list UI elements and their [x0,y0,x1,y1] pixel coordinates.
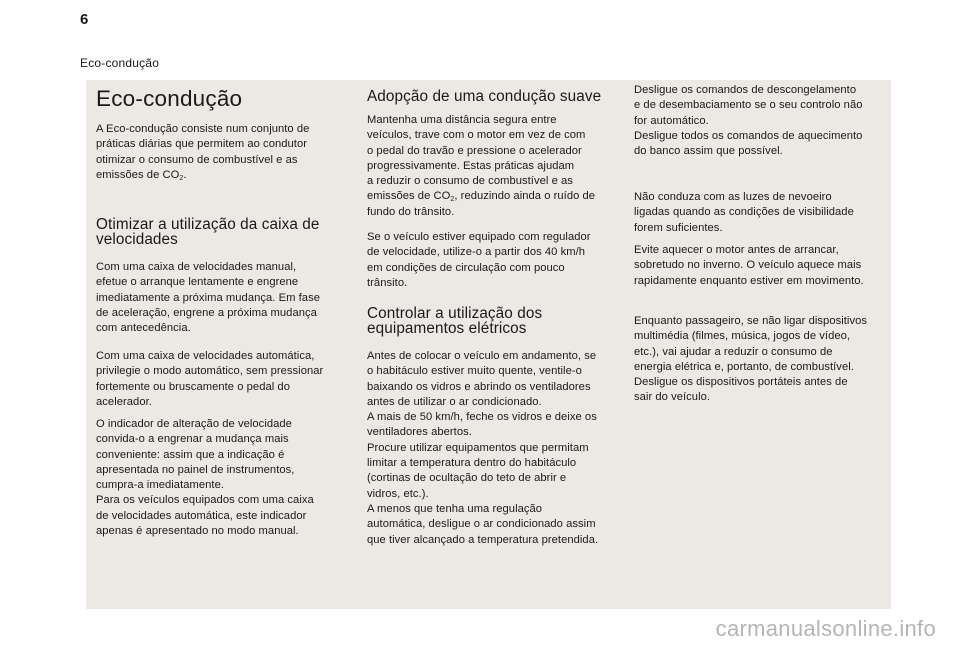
smooth-co2-subscript: 2 [450,196,455,204]
intro-paragraph [96,122,346,183]
equipment-line: vidros, etc.). [367,487,429,500]
smooth-line: progressivamente. Estas práticas ajudam [367,159,575,172]
defrost-line: Desligue os comandos de descongelamento [634,84,857,96]
gear-indicator-line: O indicador de alteração de velocidade [96,418,292,430]
equipment-line: antes de utilizar o ar condicionado. [367,395,542,408]
smooth-driving-heading: Adopção de uma condução suave [367,88,602,105]
cruise-line: em condições de circulação com pouco [367,261,565,274]
gear-indicator-line: conveniente: assim que a indicação é [96,448,285,461]
equipment-line: ventiladores abertos. [367,426,472,439]
gearbox-manual-line: de aceleração, engrene a próxima mudança [96,306,317,319]
intro-line-co2 [96,168,346,183]
smooth-line: veículos, trave com o motor em vez de com [367,129,586,142]
fog-line: ligadas quando as condições de visibilidade [634,206,854,219]
defrost-line: do banco assim que possível. [634,145,783,158]
page-title: Eco-condução [96,86,243,111]
multimedia-line: sair do veículo. [634,391,711,404]
equipment-line: limitar a temperatura dentro do habitáculo [367,457,577,470]
equipment-line: A menos que tenha uma regulação [367,502,543,515]
cruise-line: trânsito. [367,276,408,289]
equipment-line: baixando os vidros e abrindo os ventiladores [367,380,591,393]
gearbox-manual-line: com antecedência. [96,322,191,335]
gear-indicator-line: apresentada no painel de instrumentos, [96,463,295,476]
electrical-equipment-heading [367,306,542,336]
warmup-line: sobretudo no inverno. O veículo aquece mais [634,259,862,272]
multimedia-line: multimédia (filmes, música, jogos de vídeo, [634,330,851,343]
gear-indicator-paragraph [96,417,314,539]
smooth-co2-text: emissões de CO [367,190,451,203]
defrost-paragraph [634,83,862,159]
fog-line: forem suficientes. [634,221,723,234]
gearbox-auto-line: privilegie o modo automático, sem pressionar [96,365,324,378]
equipment-heading-line: Controlar a utilização dos [367,305,543,322]
gear-indicator-line: convida-o a engrenar a mudança mais [96,433,289,446]
multimedia-line: energia elétrica e, portanto, de combustível. [634,360,854,373]
equipment-line: (cortinas de ocultação do teto de abrir e [367,472,567,485]
gearbox-manual-paragraph [96,260,320,336]
gearbox-heading-line: velocidades [96,231,178,248]
equipment-line: Antes de colocar o veículo em andamento, se [367,350,597,362]
defrost-line: Desligue todos os comandos de aquecimento [634,129,863,142]
smooth-line: o pedal do travão e pressione o acelerador [367,144,582,157]
gearbox-manual-line: Com uma caixa de velocidades manual, [96,261,297,273]
multimedia-paragraph [634,314,867,406]
gearbox-heading-line: Otimizar a utilização da caixa de [96,216,320,233]
intro-line: A Eco-condução consiste num conjunto de [96,123,310,135]
fog-lights-paragraph [634,190,854,236]
equipment-line: Procure utilizar equipamentos que permitam [367,441,589,454]
gearbox-auto-line: fortemente ou bruscamente o pedal do [96,380,290,393]
smooth-line: fundo do trânsito. [367,205,455,218]
gearbox-auto-line: Com uma caixa de velocidades automática, [96,350,315,362]
multimedia-line: etc.), vai ajudar a reduzir o consumo de [634,345,833,358]
smooth-driving-paragraph-2 [367,230,591,291]
intro-co2-subscript: 2 [179,174,184,182]
watermark: carmanualsonline.info [715,616,936,641]
gearbox-manual-line: imediatamente a próxima mudança. Em fase [96,291,320,304]
content-panel [86,80,891,609]
smooth-driving-paragraph-1 [367,113,595,220]
intro-line: práticas diárias que permitem ao condutor [96,138,307,151]
defrost-line: e de desembaciamento se o seu controlo não [634,99,863,112]
smooth-co2-post: , reduzindo ainda o ruído de [454,190,596,203]
gear-indicator-line: cumpra-a imediatamente. [96,479,224,492]
gearbox-auto-paragraph [96,349,323,410]
equipment-line: A mais de 50 km/h, feche os vidros e deixe os [367,411,597,424]
intro-co2-text: emissões de CO [96,168,180,181]
gear-indicator-line: apenas é apresentado no modo manual. [96,525,299,538]
smooth-line: a reduzir o consumo de combustível e as [367,175,573,188]
smooth-line: Mantenha uma distância segura entre [367,114,557,126]
equipment-line: o habitáculo estiver muito quente, ventile-o [367,365,582,378]
warmup-line: Evite aquecer o motor antes de arrancar, [634,244,839,256]
gearbox-heading [96,217,320,247]
multimedia-line: Desligue os dispositivos portáteis antes de [634,376,848,389]
equipment-line: que tiver alcançado a temperatura pretendida. [367,533,599,546]
cruise-line: de velocidade, utilize-o a partir dos 40 km/h [367,246,586,259]
section-header: Eco-condução [80,56,160,70]
defrost-line: for automático. [634,114,709,127]
gearbox-auto-line: acelerador. [96,395,152,408]
fog-line: Não conduza com as luzes de nevoeiro [634,191,832,203]
equipment-line: automática, desligue o ar condicionado assim [367,518,596,531]
smooth-line-co2 [367,189,595,204]
electrical-equipment-paragraph [367,349,598,548]
gear-indicator-line: Para os veículos equipados com uma caixa [96,494,314,507]
page-number: 6 [80,11,89,28]
intro-line: otimizar o consumo de combustível e as [96,153,298,166]
cruise-line: Se o veículo estiver equipado com regulador [367,231,591,243]
multimedia-line: Enquanto passageiro, se não ligar dispositivos [634,315,868,327]
intro-co2-end: . [183,168,187,181]
gear-indicator-line: de velocidades automática, este indicador [96,509,307,522]
gearbox-manual-line: efetue o arranque lentamente e engrene [96,276,299,289]
engine-warmup-paragraph [634,243,864,289]
equipment-heading-line: equipamentos elétricos [367,320,527,337]
warmup-line: rapidamente enquanto estiver em movimento. [634,274,864,287]
